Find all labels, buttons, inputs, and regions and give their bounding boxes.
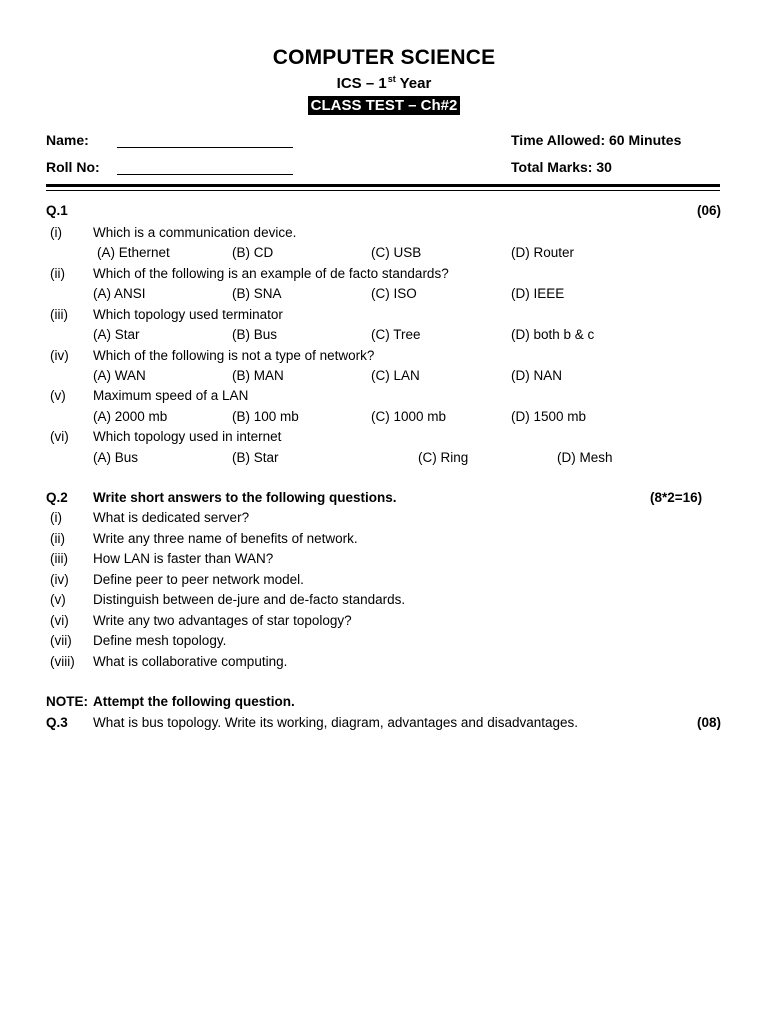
mcq-number: (v): [50, 388, 66, 403]
mcq-question: [0, 225, 768, 245]
mcq-number: (ii): [50, 266, 65, 281]
option-b: (B) Bus: [232, 327, 278, 342]
option-a: (A) Bus: [93, 450, 139, 465]
total-marks: Total Marks: 30: [511, 159, 612, 175]
note-text: Attempt the following question.: [93, 694, 295, 709]
test-label: CLASS TEST – Ch#2: [308, 96, 461, 115]
option-a: (A) ANSI: [93, 286, 146, 301]
short-question: [0, 613, 768, 633]
short-question: [0, 551, 768, 571]
short-question-number: (vi): [50, 613, 69, 628]
mcq-text: Which topology used terminator: [93, 307, 283, 322]
short-question-number: (ii): [50, 531, 65, 546]
short-question: [0, 510, 768, 530]
mcq-question: [0, 348, 768, 368]
short-question: [0, 592, 768, 612]
class-subtitle: [0, 74, 768, 92]
option-c: (C) 1000 mb: [371, 409, 447, 424]
short-question-number: (i): [50, 510, 62, 525]
short-question: [0, 531, 768, 551]
name-field[interactable]: [117, 132, 293, 153]
option-b: (B) CD: [232, 245, 274, 260]
short-question-number: (vii): [50, 633, 72, 648]
short-question-text: Define mesh topology.: [93, 633, 227, 648]
mcq-question: [0, 266, 768, 286]
mcq-number: (i): [50, 225, 62, 240]
short-question-text: What is collaborative computing.: [93, 654, 288, 669]
q3-marks: (08): [696, 715, 721, 730]
short-question-text: Define peer to peer network model.: [93, 572, 304, 587]
option-a: (A) Star: [93, 327, 140, 342]
mcq-number: (iii): [50, 307, 68, 322]
option-d: (D) IEEE: [511, 286, 565, 301]
option-c: (C) USB: [371, 245, 422, 260]
option-d: (D) 1500 mb: [511, 409, 587, 424]
short-question: [0, 633, 768, 653]
short-question-text: Write any two advantages of star topology?: [93, 613, 352, 628]
mcq-question: [0, 388, 768, 408]
short-question-text: Distinguish between de-jure and de-facto standards.: [93, 592, 406, 607]
option-a: (A) 2000 mb: [93, 409, 168, 424]
header-divider-thick: [46, 184, 720, 187]
mcq-number: (iv): [50, 348, 69, 363]
name-label: Name:: [46, 132, 89, 148]
note-label: NOTE:: [46, 694, 88, 709]
option-d: (D) both b & c: [511, 327, 595, 342]
mcq-options: [0, 409, 768, 429]
option-b: (B) Star: [232, 450, 279, 465]
q3-line: [0, 715, 768, 735]
mcq-text: Maximum speed of a LAN: [93, 388, 249, 403]
note-line: [0, 694, 768, 714]
option-d: (D) Router: [511, 245, 575, 260]
header-divider-thin: [46, 190, 720, 191]
q3-label: Q.3: [46, 715, 68, 730]
option-b: (B) SNA: [232, 286, 282, 301]
test-label-banner: [0, 97, 768, 114]
q2-marks: (8*2=16): [650, 490, 703, 505]
short-question-text: Write any three name of benefits of network.: [93, 531, 358, 546]
mcq-text: Which of the following is an example of de facto standards?: [93, 266, 449, 281]
short-question-number: (v): [50, 592, 66, 607]
subtitle-post: Year: [395, 75, 432, 92]
short-question-number: (iv): [50, 572, 69, 587]
option-c: (C) Tree: [371, 327, 421, 342]
option-c: (C) Ring: [418, 450, 469, 465]
mcq-text: Which is a communication device.: [93, 225, 297, 240]
q2-heading: Write short answers to the following questions.: [93, 490, 397, 505]
option-c: (C) ISO: [371, 286, 417, 301]
short-question-number: (viii): [50, 654, 75, 669]
mcq-options: [0, 286, 768, 306]
page-title: COMPUTER SCIENCE: [272, 46, 496, 69]
option-c: (C) LAN: [371, 368, 420, 383]
short-question-number: (iii): [50, 551, 68, 566]
mcq-options: [0, 450, 768, 470]
mcq-text: Which of the following is not a type of network?: [93, 348, 375, 363]
mcq-options: [0, 368, 768, 388]
mcq-number: (vi): [50, 429, 69, 444]
option-b: (B) MAN: [232, 368, 284, 383]
short-question: [0, 572, 768, 592]
mcq-question: [0, 429, 768, 449]
subtitle-pre: ICS – 1: [336, 75, 387, 92]
option-a: (A) WAN: [93, 368, 146, 383]
option-d: (D) NAN: [511, 368, 562, 383]
time-allowed: Time Allowed: 60 Minutes: [511, 132, 682, 148]
q1-header: [0, 203, 768, 223]
option-b: (B) 100 mb: [232, 409, 299, 424]
mcq-options: [0, 245, 768, 265]
short-question-text: What is dedicated server?: [93, 510, 250, 525]
q2-label: Q.2: [46, 490, 68, 505]
mcq-question: [0, 307, 768, 327]
subtitle-sup: st: [387, 74, 396, 84]
q1-label: Q.1: [46, 203, 68, 218]
q3-text: What is bus topology. Write its working, diagram, advantages and disadvantages.: [93, 715, 579, 730]
q2-header: [0, 490, 768, 510]
short-question: [0, 654, 768, 674]
roll-field[interactable]: [117, 159, 293, 180]
roll-label: Roll No:: [46, 159, 100, 175]
mcq-options: [0, 327, 768, 347]
option-d: (D) Mesh: [557, 450, 613, 465]
option-a: (A) Ethernet: [97, 245, 170, 260]
short-question-text: How LAN is faster than WAN?: [93, 551, 274, 566]
q1-marks: (06): [696, 203, 721, 218]
mcq-text: Which topology used in internet: [93, 429, 282, 444]
